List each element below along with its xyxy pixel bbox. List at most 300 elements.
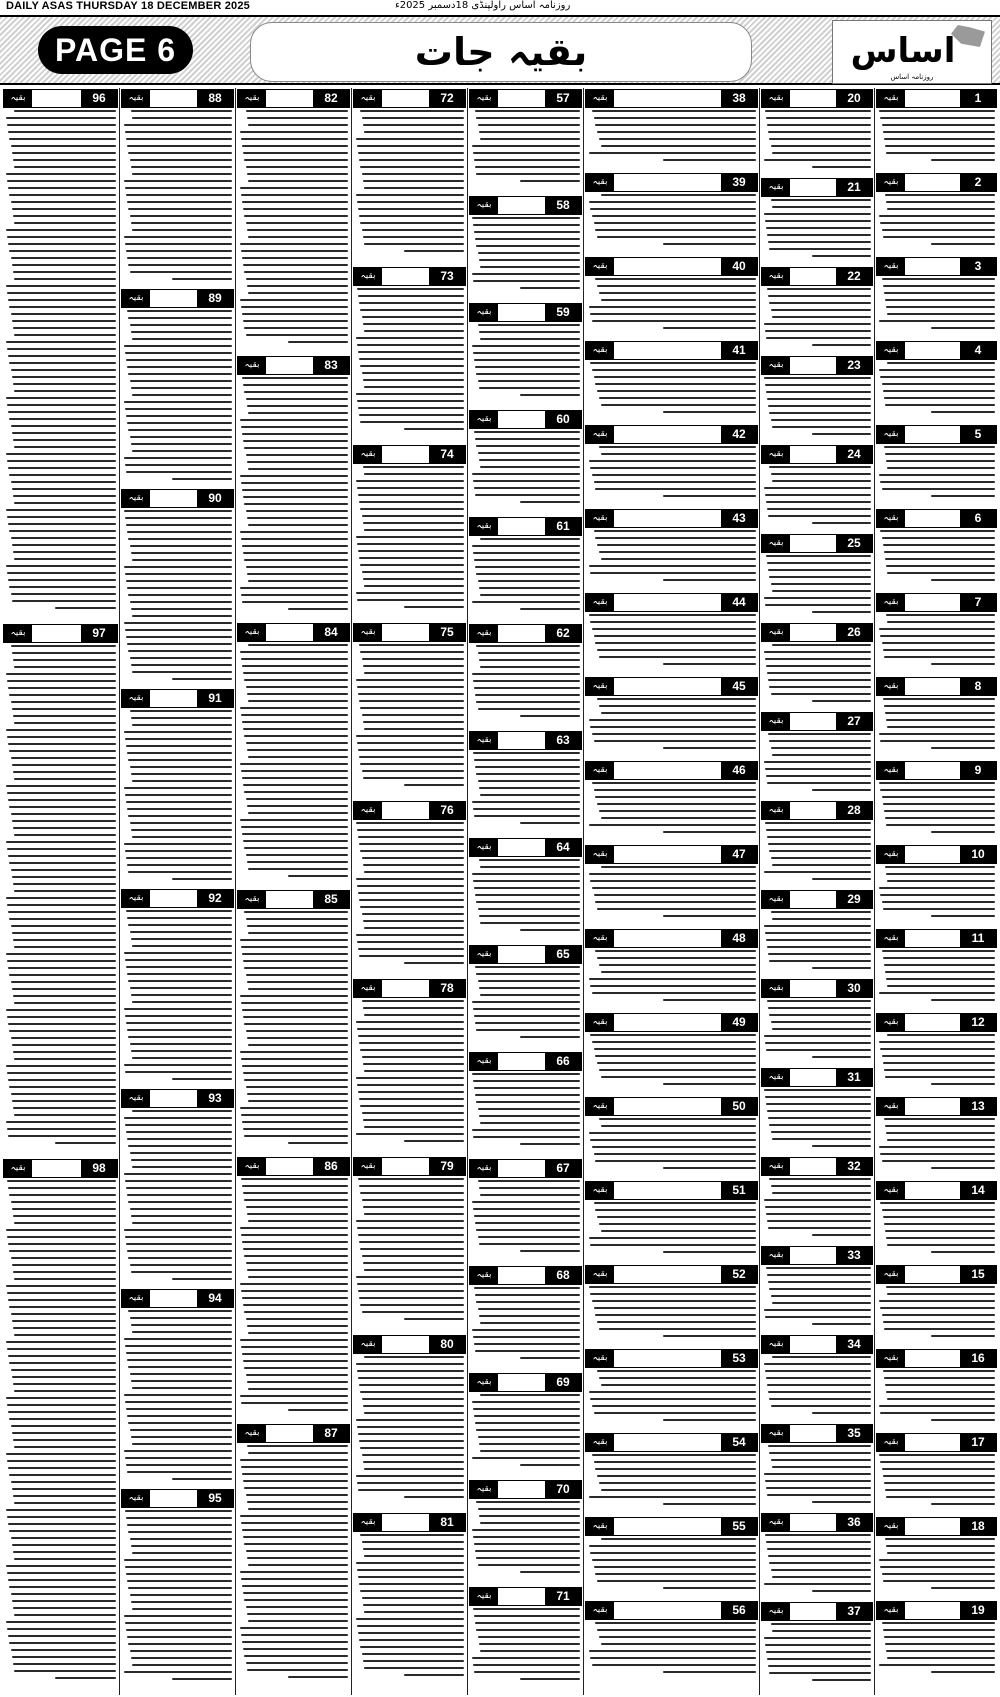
text-line — [769, 740, 871, 742]
text-line — [126, 1243, 232, 1245]
continuation-story — [584, 88, 759, 169]
text-line — [594, 635, 756, 637]
continuation-story — [584, 760, 759, 841]
story-number: 35 — [836, 1425, 872, 1442]
text-line — [14, 222, 116, 224]
text-line — [241, 482, 348, 484]
continuation-story — [352, 1512, 467, 1687]
text-line — [6, 341, 116, 343]
text-line — [663, 1671, 756, 1673]
text-line — [130, 271, 232, 273]
story-number: 85 — [313, 891, 349, 908]
story-number: 5 — [960, 426, 996, 443]
text-line — [812, 789, 871, 791]
text-line — [885, 1230, 995, 1232]
text-line — [764, 1199, 871, 1201]
text-line — [883, 957, 995, 959]
text-line — [520, 715, 580, 717]
text-line — [130, 380, 232, 382]
text-line — [886, 719, 995, 721]
text-line — [248, 524, 348, 526]
text-line — [360, 110, 464, 112]
logo-wordmark: اساس — [850, 31, 956, 71]
story-number: 56 — [721, 1602, 757, 1619]
text-line — [247, 1445, 348, 1447]
story-body-text — [875, 1454, 998, 1505]
story-body-text — [760, 1356, 874, 1414]
text-line — [8, 1411, 116, 1413]
continuation-story — [584, 1600, 759, 1681]
text-line — [592, 1454, 756, 1456]
baqiya-tag: بقیہ — [586, 762, 614, 779]
text-line — [240, 1571, 348, 1573]
text-line — [595, 383, 756, 385]
text-line — [359, 358, 464, 360]
text-line — [479, 587, 580, 589]
text-line — [248, 756, 348, 758]
text-line — [475, 566, 580, 568]
continuation-story — [584, 1096, 759, 1177]
text-line — [476, 901, 580, 903]
text-line — [358, 693, 464, 695]
text-line — [14, 1446, 116, 1448]
text-line — [772, 316, 871, 318]
text-line — [771, 1569, 871, 1571]
text-line — [130, 1650, 232, 1652]
text-line — [124, 566, 232, 568]
text-line — [404, 606, 464, 608]
text-line — [360, 1248, 464, 1250]
story-number: 43 — [721, 510, 757, 527]
text-line — [248, 1276, 348, 1278]
text-line — [242, 1529, 348, 1531]
text-line — [363, 721, 464, 723]
text-line — [14, 1114, 116, 1116]
text-line — [364, 1611, 464, 1613]
continuation-story — [875, 340, 998, 421]
text-line — [594, 222, 756, 224]
text-line — [885, 453, 995, 455]
text-line — [478, 252, 580, 254]
text-line — [240, 763, 348, 765]
text-line — [812, 1412, 871, 1414]
text-line — [772, 1302, 871, 1304]
text-line — [360, 1646, 464, 1648]
story-header — [761, 890, 873, 909]
text-line — [601, 817, 756, 819]
text-line — [12, 876, 116, 878]
text-line — [131, 387, 232, 389]
text-line — [243, 440, 348, 442]
text-line — [363, 1119, 464, 1121]
text-line — [131, 222, 232, 224]
story-header — [585, 761, 758, 780]
story-number: 31 — [836, 1069, 872, 1086]
text-line — [601, 1538, 756, 1540]
text-line — [594, 376, 756, 378]
text-line — [126, 250, 232, 252]
continuation-story — [236, 1423, 351, 1687]
story-header — [761, 445, 873, 464]
story-header — [761, 979, 873, 998]
text-line — [360, 508, 464, 510]
text-line — [473, 152, 580, 154]
baqiya-tag: بقیہ — [122, 1490, 150, 1507]
continuation-story — [760, 266, 874, 352]
text-line — [883, 698, 995, 700]
text-line — [248, 1332, 348, 1334]
baqiya-tag: بقیہ — [470, 304, 498, 321]
continuation-story — [584, 172, 759, 253]
text-line — [885, 194, 995, 196]
text-line — [595, 1314, 756, 1316]
text-line — [356, 878, 464, 880]
text-line — [127, 752, 232, 754]
baqiya-tag: بقیہ — [586, 1350, 614, 1367]
text-line — [131, 1545, 232, 1547]
continuation-story — [760, 88, 874, 174]
text-line — [247, 405, 348, 407]
text-line — [244, 967, 348, 969]
text-line — [359, 899, 464, 901]
text-line — [359, 302, 464, 304]
text-line — [480, 1122, 580, 1124]
text-line — [882, 1622, 995, 1624]
text-line — [242, 1473, 348, 1475]
story-number: 69 — [545, 1374, 581, 1391]
text-line — [771, 857, 871, 859]
text-line — [887, 1398, 995, 1400]
text-line — [362, 1311, 464, 1313]
text-line — [764, 651, 871, 653]
text-line — [764, 1035, 871, 1037]
text-line — [358, 749, 464, 751]
text-line — [886, 824, 995, 826]
text-line — [599, 1636, 756, 1638]
text-line — [931, 327, 995, 329]
continuation-story — [468, 1479, 583, 1583]
text-line — [589, 1391, 756, 1393]
text-line — [880, 894, 995, 896]
text-line — [248, 644, 348, 646]
text-line — [769, 576, 871, 578]
text-line — [362, 714, 464, 716]
text-line — [364, 585, 464, 587]
continuation-story — [584, 256, 759, 337]
text-line — [771, 1405, 871, 1407]
story-body-text — [352, 644, 467, 786]
text-line — [769, 138, 871, 140]
text-line — [7, 292, 116, 294]
text-line — [11, 481, 116, 483]
text-line — [124, 124, 232, 126]
text-line — [478, 580, 580, 582]
text-line — [362, 857, 464, 859]
story-header — [761, 623, 873, 642]
text-line — [358, 1377, 464, 1379]
text-line — [127, 808, 232, 810]
continuation-story — [468, 1372, 583, 1476]
text-line — [363, 124, 464, 126]
text-line — [765, 330, 871, 332]
text-line — [590, 572, 756, 574]
text-line — [769, 302, 871, 304]
text-line — [479, 1515, 580, 1517]
text-line — [124, 1064, 232, 1066]
text-line — [124, 1394, 232, 1396]
column — [759, 88, 874, 1695]
text-line — [14, 1222, 116, 1224]
story-header — [876, 1013, 997, 1032]
text-line — [243, 672, 348, 674]
text-line — [9, 694, 116, 696]
text-line — [475, 1622, 580, 1624]
text-line — [880, 376, 995, 378]
text-line — [126, 1408, 232, 1410]
text-line — [132, 724, 232, 726]
text-line — [244, 735, 348, 737]
story-number: 66 — [545, 1053, 581, 1070]
text-line — [589, 565, 756, 567]
text-line — [13, 551, 116, 553]
story-body-text — [584, 1034, 759, 1085]
baqiya-tag: بقیہ — [586, 1266, 614, 1283]
text-line — [240, 939, 348, 941]
column — [235, 88, 351, 1695]
text-line — [13, 1271, 116, 1273]
story-header — [876, 89, 997, 108]
text-line — [247, 1325, 348, 1327]
text-line — [364, 1269, 464, 1271]
text-line — [885, 1076, 995, 1078]
text-line — [131, 1601, 232, 1603]
text-line — [478, 380, 580, 382]
text-line — [480, 1450, 580, 1452]
text-line — [244, 791, 348, 793]
text-line — [880, 530, 995, 532]
text-line — [599, 810, 756, 812]
text-line — [14, 1002, 116, 1004]
story-body-text — [236, 911, 351, 1144]
baqiya-tag: بقیہ — [470, 1053, 498, 1070]
text-line — [11, 925, 116, 927]
text-line — [476, 1629, 580, 1631]
text-line — [11, 1313, 116, 1315]
text-line — [244, 1199, 348, 1201]
text-line — [590, 313, 756, 315]
text-line — [125, 1236, 232, 1238]
text-line — [812, 255, 871, 257]
text-line — [520, 501, 580, 503]
text-line — [246, 222, 348, 224]
text-line — [359, 557, 464, 559]
text-line — [358, 351, 464, 353]
text-line — [364, 529, 464, 531]
text-line — [771, 1131, 871, 1133]
text-line — [356, 1419, 464, 1421]
text-line — [6, 841, 116, 843]
text-line — [248, 124, 348, 126]
text-line — [931, 1083, 995, 1085]
column — [119, 88, 235, 1695]
text-line — [771, 1295, 871, 1297]
story-header — [876, 1433, 997, 1452]
text-line — [883, 131, 995, 133]
text-line — [475, 1294, 580, 1296]
text-line — [131, 773, 232, 775]
story-body-text — [120, 510, 235, 680]
text-line — [359, 1241, 464, 1243]
text-line — [663, 159, 756, 161]
text-line — [246, 1030, 348, 1032]
text-line — [11, 1537, 116, 1539]
text-line — [887, 985, 995, 987]
text-line — [240, 475, 348, 477]
text-line — [771, 145, 871, 147]
text-line — [476, 1029, 580, 1031]
story-body-text — [584, 530, 759, 581]
story-number: 59 — [545, 304, 581, 321]
text-line — [132, 1443, 232, 1445]
text-line — [126, 745, 232, 747]
story-header — [876, 173, 997, 192]
story-number: 39 — [721, 174, 757, 191]
text-line — [480, 1522, 580, 1524]
text-line — [364, 672, 464, 674]
continuation-story — [584, 424, 759, 505]
text-line — [13, 1107, 116, 1109]
text-line — [472, 1073, 580, 1075]
text-line — [886, 1545, 995, 1547]
text-line — [243, 1128, 348, 1130]
story-body-text — [760, 1000, 874, 1058]
text-line — [127, 257, 232, 259]
text-line — [473, 480, 580, 482]
story-number: 36 — [836, 1514, 872, 1531]
text-line — [356, 934, 464, 936]
story-number: 96 — [81, 90, 117, 107]
text-line — [883, 544, 995, 546]
text-line — [131, 1215, 232, 1217]
text-line — [247, 461, 348, 463]
text-line — [931, 579, 995, 581]
baqiya-tag: بقیہ — [586, 594, 614, 611]
text-line — [765, 494, 871, 496]
text-line — [766, 1213, 871, 1215]
story-number: 40 — [721, 258, 757, 275]
text-line — [246, 510, 348, 512]
text-line — [597, 236, 756, 238]
text-line — [247, 925, 348, 927]
text-line — [247, 1557, 348, 1559]
text-line — [364, 243, 464, 245]
story-number: 48 — [721, 930, 757, 947]
text-line — [242, 1185, 348, 1187]
text-line — [931, 495, 995, 497]
baqiya-tag: بقیہ — [586, 1014, 614, 1031]
text-line — [12, 264, 116, 266]
text-line — [884, 810, 995, 812]
continuation-story — [875, 1348, 998, 1429]
text-line — [882, 1209, 995, 1211]
text-line — [766, 939, 871, 941]
text-line — [131, 938, 232, 940]
text-line — [772, 480, 871, 482]
text-line — [364, 131, 464, 133]
text-line — [363, 1405, 464, 1407]
text-line — [11, 425, 116, 427]
text-line — [597, 131, 756, 133]
text-line — [594, 1412, 756, 1414]
text-line — [9, 974, 116, 976]
story-number: 32 — [836, 1158, 872, 1175]
text-line — [126, 524, 232, 526]
text-line — [592, 1664, 756, 1666]
baqiya-tag: بقیہ — [586, 1518, 614, 1535]
text-line — [125, 1015, 232, 1017]
text-line — [768, 241, 871, 243]
text-line — [364, 1070, 464, 1072]
text-line — [243, 552, 348, 554]
text-line — [479, 259, 580, 261]
story-body-text — [120, 910, 235, 1080]
text-line — [8, 1243, 116, 1245]
text-line — [597, 1216, 756, 1218]
text-line — [127, 366, 232, 368]
text-line — [7, 1180, 116, 1182]
baqiya-tag: بقیہ — [354, 624, 382, 641]
text-line — [768, 515, 871, 517]
text-line — [126, 359, 232, 361]
text-line — [362, 571, 464, 573]
story-number: 21 — [836, 179, 872, 196]
text-line — [246, 854, 348, 856]
text-line — [242, 1065, 348, 1067]
text-line — [475, 1222, 580, 1224]
story-body-text — [236, 110, 351, 343]
text-line — [130, 1594, 232, 1596]
story-body-text — [352, 466, 467, 608]
text-line — [363, 522, 464, 524]
text-line — [241, 658, 348, 660]
text-line — [764, 323, 871, 325]
story-header — [585, 845, 758, 864]
story-header — [469, 1480, 582, 1499]
text-line — [767, 1220, 871, 1222]
text-line — [13, 215, 116, 217]
story-header — [585, 1517, 758, 1536]
text-line — [124, 510, 232, 512]
text-line — [128, 373, 232, 375]
story-number: 18 — [960, 1518, 996, 1535]
text-line — [126, 1022, 232, 1024]
continuation-story — [120, 88, 235, 285]
story-body-text — [875, 1370, 998, 1421]
text-line — [472, 145, 580, 147]
baqiya-tag: بقیہ — [470, 625, 498, 642]
story-header — [353, 623, 466, 642]
text-line — [594, 894, 756, 896]
text-line — [12, 600, 116, 602]
text-line — [358, 1489, 464, 1491]
text-line — [473, 1336, 580, 1338]
text-line — [357, 885, 464, 887]
text-line — [6, 1285, 116, 1287]
text-line — [472, 601, 580, 603]
text-line — [357, 742, 464, 744]
story-number: 8 — [960, 678, 996, 695]
text-line — [764, 1583, 871, 1585]
